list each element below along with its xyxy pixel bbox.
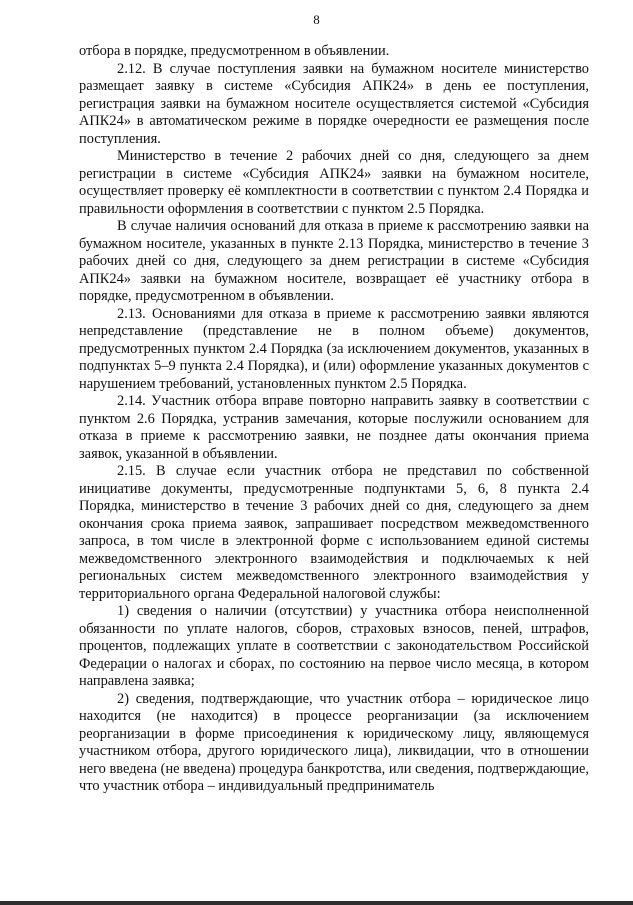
- paragraph-2-12: 2.12. В случае поступления заявки на бумажном носителе министерство размещает заявку в системе «Субсидия АПК24» в день ее поступления, регистрация заявки на бумажном носителе осуществляется системой «Субсидия АПК24» в автоматическом режиме в порядке очередности ее размещения после поступления.: [79, 60, 589, 147]
- document-body: [79, 43, 589, 796]
- paragraph-2-14: 2.14. Участник отбора вправе повторно направить заявку в соответствии с пунктом 2.6 Порядка, устранив замечания, которые послужили основанием для отказа в приеме к рассмотрению заявки, не позднее даты окончания приема заявок, указанной в объявлении.: [79, 393, 589, 462]
- bottom-scan-edge: [0, 901, 633, 905]
- page-number: 8: [313, 12, 320, 27]
- paragraph-item-2: 2) сведения, подтверждающие, что участник отбора – юридическое лицо находится (не находится) в процессе реорганизации (за исключением реорганизации в форме присоединения к юридическому лицу, являющемуся участником отбора, другого юридического лица), ликвидации, что в отношении него введена (не введена) процедура банкротства, или сведения, подтверждающие, что участник отбора – индивидуальный предприниматель: [79, 690, 589, 794]
- paragraph-2-13: 2.13. Основаниями для отказа в приеме к рассмотрению заявки являются непредставление (представление не в полном объеме) документов, предусмотренных пунктом 2.4 Порядка (за исключением документов, указанных в подпунктах 5–9 пункта 2.4 Порядка), и (или) оформление указанных документов с нарушением требований, установленных пунктом 2.5 Порядка.: [79, 305, 589, 392]
- paragraph-item-1: 1) сведения о наличии (отсутствии) у участника отбора неисполненной обязанности по уплате налогов, сборов, страховых взносов, пеней, штрафов, процентов, подлежащих уплате в соответствии с законодательством Российской Федерации о налогах и сборах, по состоянию на первое число месяца, в котором направлена заявка;: [79, 603, 589, 689]
- paragraph-2-15: 2.15. В случае если участник отбора не представил по собственной инициативе документы, предусмотренные подпунктами 5, 6, 8 пункта 2.4 Порядка, министерство в течение 3 рабочих дней со дня, следующего за днем окончания срока приема заявок, запрашивает посредством межведомственного запроса, в том числе в электронной форме с использованием единой системы межведомственного электронного взаимодействия и подключаемых к ней региональных систем межведомственного электронного взаимодействия у территориального органа Федеральной налоговой службы:: [79, 463, 589, 602]
- paragraph-continuation: отбора в порядке, предусмотренном в объявлении.: [79, 43, 390, 59]
- paragraph-ministry-check: Министерство в течение 2 рабочих дней со дня, следующего за днем регистрации в системе «Субсидия АПК24» заявки на бумажном носителе, осуществляет проверку её комплектности в соответствии с пунктом 2.4 Порядка и правильности оформления в соответствии с пунктом 2.5 Порядка.: [79, 148, 589, 217]
- paragraph-refusal-return: В случае наличия оснований для отказа в приеме к рассмотрению заявки на бумажном носителе, указанных в пункте 2.13 Порядка, министерство в течение 3 рабочих дней со дня, следующего за днем регистрации в системе «Субсидия АПК24» заявки на бумажном носителе, возвращает её участнику отбора в порядке, предусмотренном в объявлении.: [79, 218, 589, 304]
